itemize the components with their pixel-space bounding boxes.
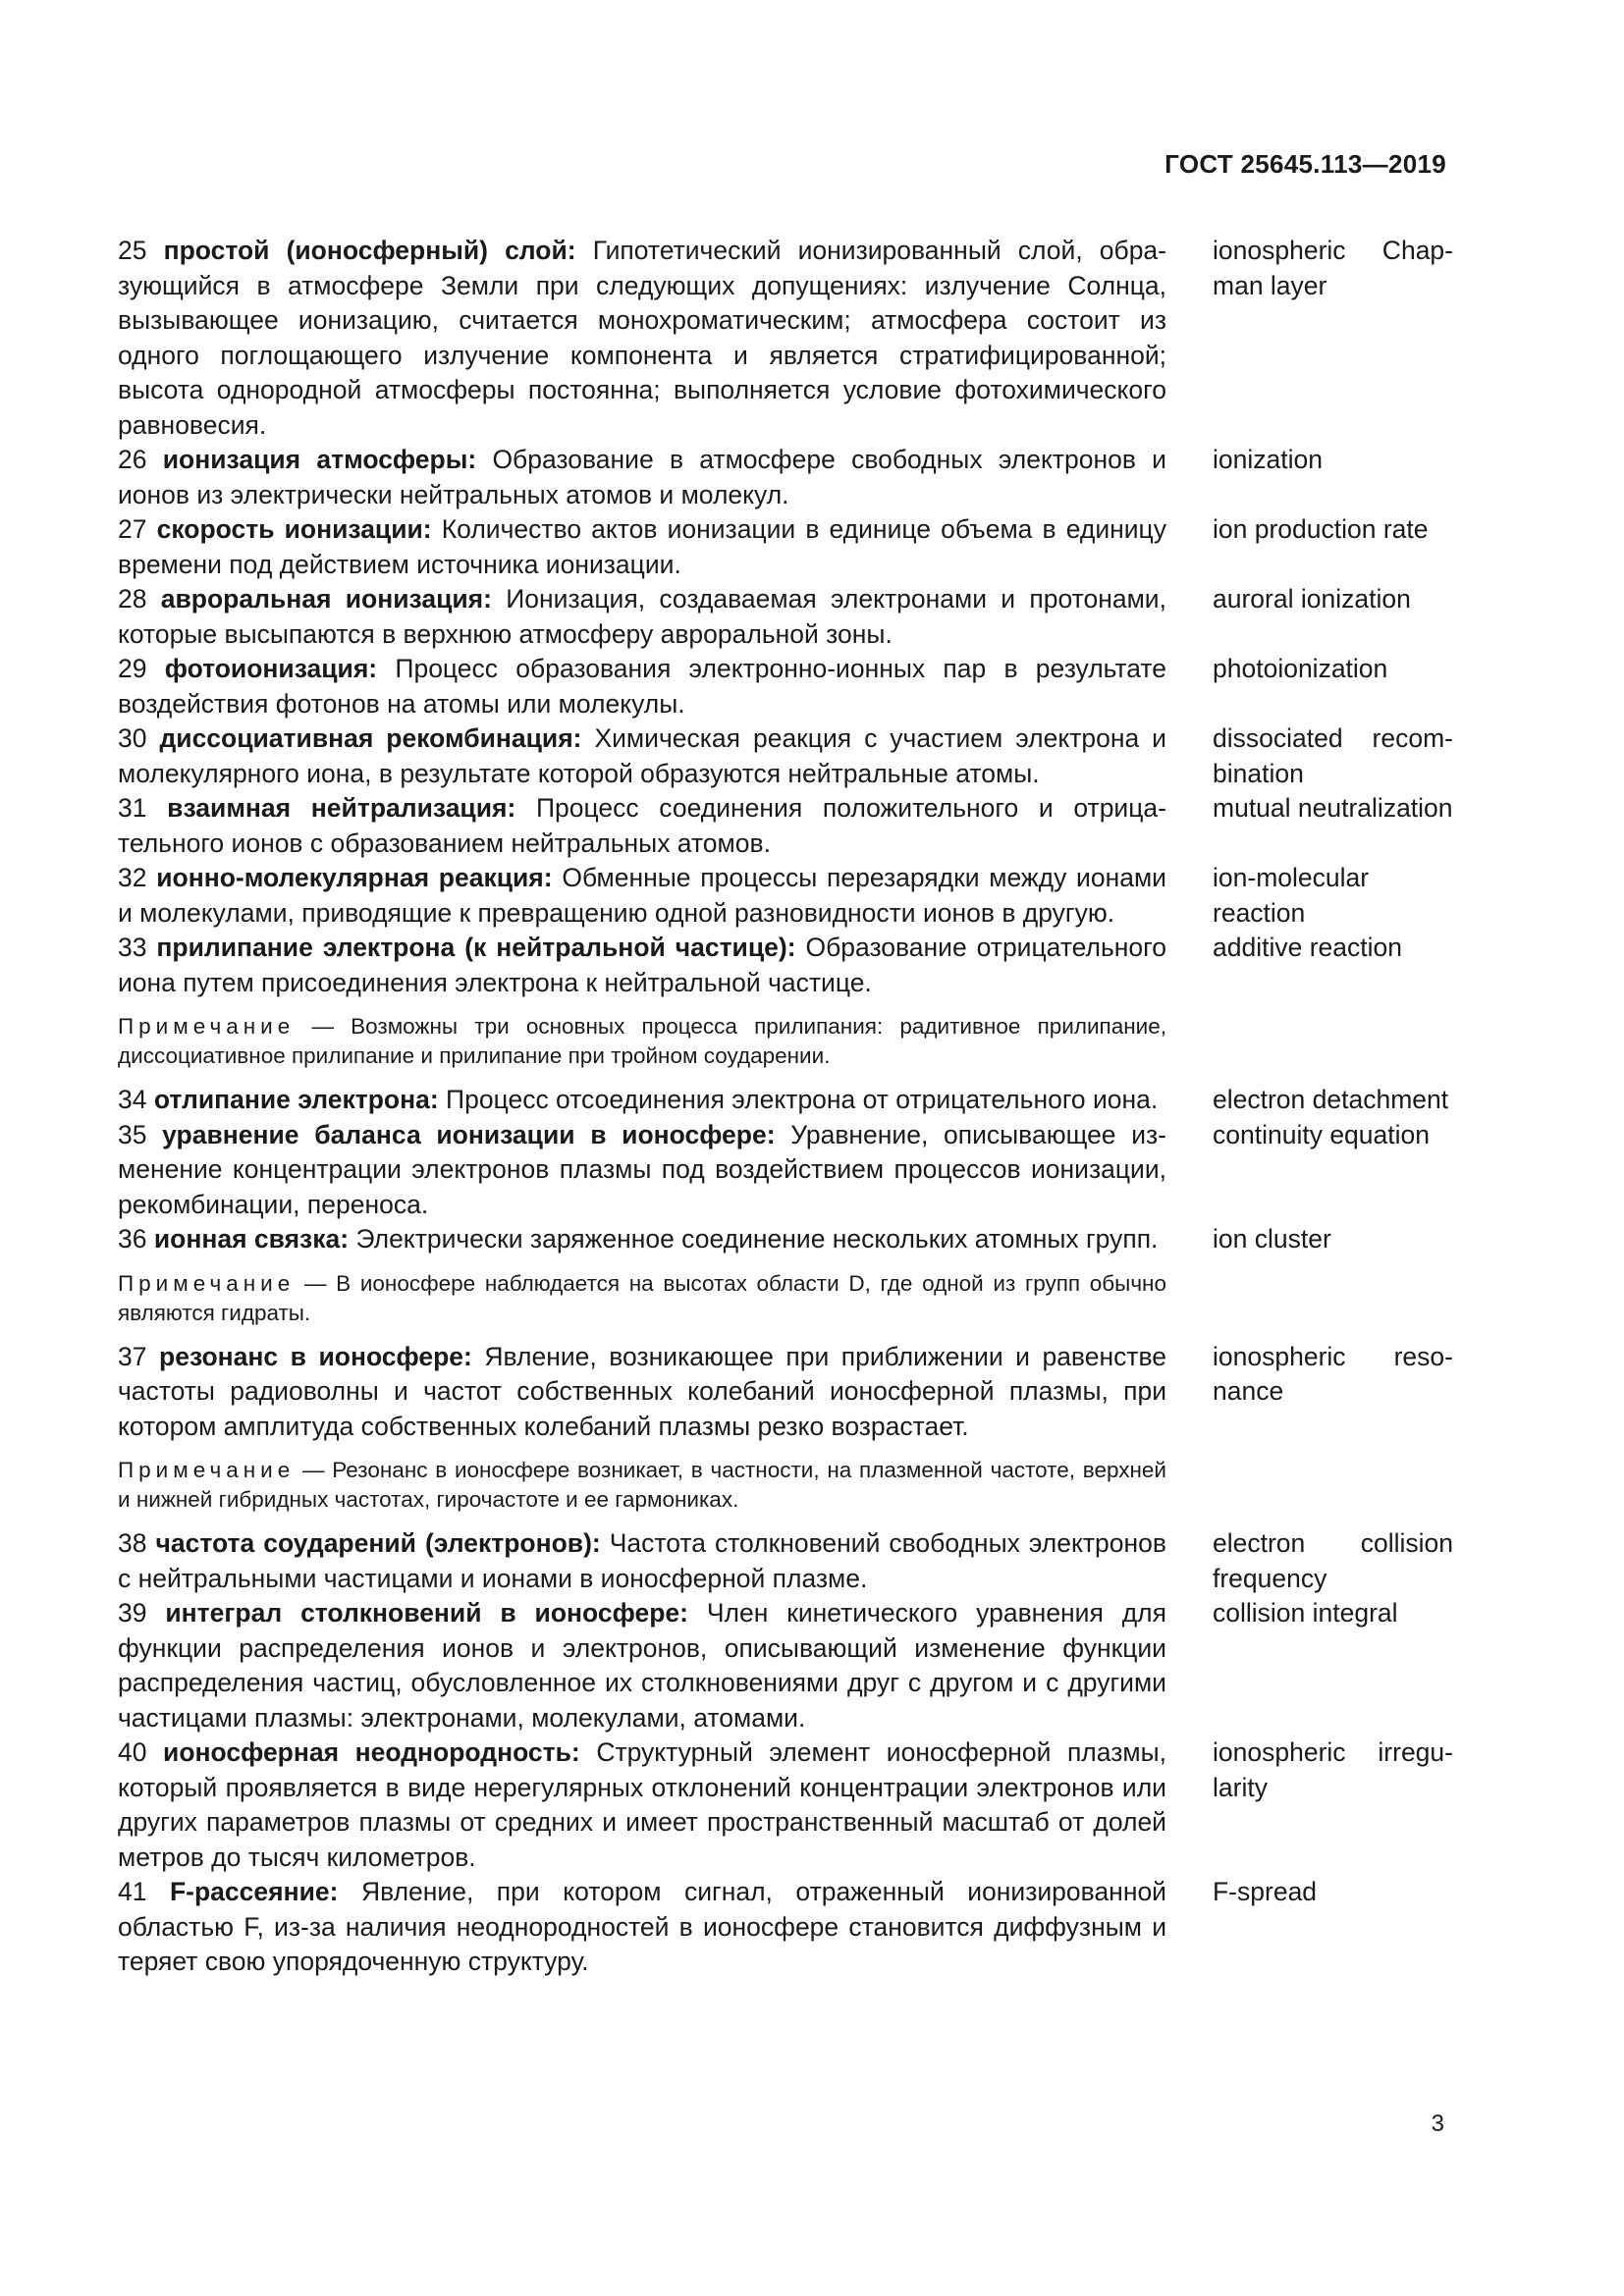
term-number: 26 [118, 445, 147, 474]
term-entry-25 [118, 234, 1453, 443]
term-english: dissociated recombination [1213, 723, 1453, 788]
term-number: 25 [118, 236, 147, 265]
term-entry-31 [118, 791, 1453, 861]
document-header: ГОСТ 25645.113—2019 [1164, 149, 1446, 179]
term-title: ионно-молекулярная реакция: [156, 863, 553, 892]
term-entry-40 [118, 1735, 1453, 1875]
term-title: прилипание электрона (к нейтральной частице): [156, 933, 796, 962]
terms-list [118, 234, 1453, 1980]
term-definition: Обменные процессы перезарядки между ионами и молекулами, приводящие к превращению одной разновидности ионов в другую. [118, 863, 1166, 928]
term-title: простой (ионосферный) слой: [163, 236, 576, 265]
term-english: additive reaction [1213, 933, 1402, 962]
note-36 [118, 1269, 1166, 1328]
term-title: авроральная ионизация: [160, 584, 492, 614]
note-label: Примечание [118, 1458, 296, 1482]
note-text: — В ионосфере наблюдается на высотах области D, где одной из групп обычно являются гидраты. [118, 1270, 1166, 1325]
term-definition: Ионизация, создаваемая электронами и протонами, которые высыпаются в верхнюю атмосферу авроральной зоны. [118, 584, 1166, 649]
term-definition: Гипотетический ионизированный слой, образующийся в атмосфере Земли при следующих допущениях: излучение Солнца, вызывающее ионизацию, считается монохроматическим; атмосфера состоит из одного поглощающего излучение компонента и является стратифицированной; высота однородной атмосферы постоянна; выполняется условие фотохимического равновесия. [118, 236, 1166, 440]
term-english: ion-molecular reaction [1213, 863, 1370, 928]
term-title: F-рассеяние: [169, 1877, 339, 1906]
note-text: — Возможны три основных процесса прилипания: радитивное прилипание, диссоциативное прилипание и прилипание при тройном соударении. [118, 1014, 1166, 1068]
term-entry-32 [118, 861, 1453, 931]
term-entry-36 [118, 1222, 1453, 1257]
term-number: 29 [118, 654, 147, 683]
term-english: ionospheric resonance [1213, 1341, 1453, 1406]
term-definition: Химическая реакция с участием электрона и молекулярного иона, в результате которой образуются нейтральные атомы. [118, 723, 1166, 788]
term-entry-27 [118, 512, 1453, 582]
term-title: скорость ионизации: [156, 514, 432, 544]
term-definition: Электрически заряженное соединение нескольких атомных групп. [355, 1224, 1159, 1254]
term-english: auroral ionization [1213, 584, 1411, 614]
term-number: 28 [118, 584, 147, 614]
note-33 [118, 1012, 1166, 1071]
term-entry-38 [118, 1526, 1453, 1596]
term-entry-39 [118, 1596, 1453, 1735]
term-english: ion cluster [1213, 1224, 1331, 1254]
term-definition: Структурный элемент ионосферной плазмы, который проявляется в виде нерегулярных отклонений концентрации электронов или других параметров плазмы от средних и имеет пространственный масштаб от долей метров до тысяч километров. [118, 1737, 1166, 1872]
term-english: mutual neutralization [1213, 793, 1453, 823]
term-english: photoionization [1213, 654, 1388, 683]
term-title: фотоионизация: [164, 654, 378, 683]
term-english: ion production rate [1213, 514, 1429, 544]
term-definition: Явление, при котором сигнал, отраженный ионизированной областью F, из-за наличия неоднородностей в ионосфере становится диффузным и теряет свою упорядоченную структуру. [118, 1877, 1166, 1976]
term-english: ionospheric Chapman layer [1213, 236, 1453, 300]
term-number: 38 [118, 1528, 147, 1558]
term-title: ионная связка: [153, 1224, 350, 1254]
term-definition: Процесс соединения положительного и отрицательного ионов с образованием нейтральных атомов. [118, 793, 1166, 858]
term-number: 41 [118, 1877, 147, 1906]
term-entry-30 [118, 721, 1453, 791]
note-text: — Резонанс в ионосфере возникает, в частности, на плазменной частоте, верхней и нижней гибридных частотах, гирочастоте и ее гармониках. [118, 1458, 1166, 1512]
term-title: уравнение баланса ионизации в ионосфере: [162, 1119, 776, 1149]
term-entry-29 [118, 652, 1453, 721]
term-english: F-spread [1213, 1877, 1318, 1906]
term-definition: Образование отрицательного иона путем присоединения электрона к нейтральной частице. [118, 933, 1166, 997]
term-definition: Член кинетического уравнения для функции распределения ионов и электронов, описывающий изменение функции распределения частиц, обусловленное их столкновениями друг с другом и с другими частицами плазмы: электронами, молекулами, атомами. [118, 1598, 1166, 1733]
term-number: 36 [118, 1224, 147, 1254]
term-number: 34 [118, 1085, 147, 1114]
term-definition: Частота столкновений свободных электронов с нейтральными частицами и ионами в ионосферной плазме. [118, 1528, 1166, 1593]
term-english: ionization [1213, 445, 1323, 474]
term-entry-35 [118, 1118, 1453, 1223]
term-entry-33 [118, 931, 1453, 1000]
term-title: отлипание электрона: [153, 1085, 439, 1114]
term-number: 37 [118, 1341, 147, 1371]
note-label: Примечание [118, 1270, 296, 1296]
term-title: резонанс в ионосфере: [159, 1341, 472, 1371]
term-definition: Образование в атмосфере свободных электронов и ионов из электрически нейтральных атомов и молекул. [118, 445, 1166, 509]
note-label: Примечание [118, 1014, 296, 1039]
term-definition: Явление, возникающее при приближении и равенстве частоты радиоволны и частот собственных колебаний ионосферной плазмы, при котором амплитуда собственных колебаний плазмы резко возрастает. [118, 1341, 1166, 1441]
term-entry-26 [118, 443, 1453, 512]
term-title: диссоциативная рекомбинация: [159, 723, 582, 753]
term-entry-34 [118, 1083, 1453, 1118]
term-number: 40 [118, 1737, 147, 1767]
term-number: 32 [118, 863, 147, 892]
term-title: частота соударений (электронов): [155, 1528, 601, 1558]
term-entry-41 [118, 1875, 1453, 1980]
term-english: electron collision frequency [1213, 1528, 1453, 1593]
term-entry-28 [118, 582, 1453, 652]
term-definition: Процесс образования электронно-ионных пар в результате воздействия фотонов на атомы или молекулы. [118, 654, 1166, 719]
note-37 [118, 1456, 1166, 1515]
term-definition: Уравнение, описывающее изменение концентрации электронов плазмы под воздействием процессов ионизации, рекомбинации, переноса. [118, 1119, 1166, 1219]
term-number: 33 [118, 933, 147, 962]
term-number: 27 [118, 514, 147, 544]
term-english: electron detachment [1213, 1085, 1449, 1114]
term-english: continuity equation [1213, 1119, 1430, 1149]
term-definition: Количество актов ионизации в единице объема в единицу времени под действием источника ионизации. [118, 514, 1166, 579]
term-number: 39 [118, 1598, 147, 1628]
term-title: ионизация атмосферы: [162, 445, 477, 474]
term-title: взаимная нейтрализация: [167, 793, 516, 823]
term-number: 31 [118, 793, 147, 823]
term-english: collision integral [1213, 1598, 1398, 1628]
term-entry-37 [118, 1340, 1453, 1445]
term-english: ionospheric irregularity [1213, 1737, 1453, 1802]
term-title: ионосферная неоднородность: [163, 1737, 580, 1767]
term-title: интеграл столкновений в ионосфере: [165, 1598, 688, 1628]
term-number: 30 [118, 723, 147, 753]
term-definition: Процесс отсоединения электрона от отрицательного иона. [446, 1085, 1159, 1114]
page-number: 3 [1431, 2110, 1444, 2137]
term-number: 35 [118, 1119, 147, 1149]
